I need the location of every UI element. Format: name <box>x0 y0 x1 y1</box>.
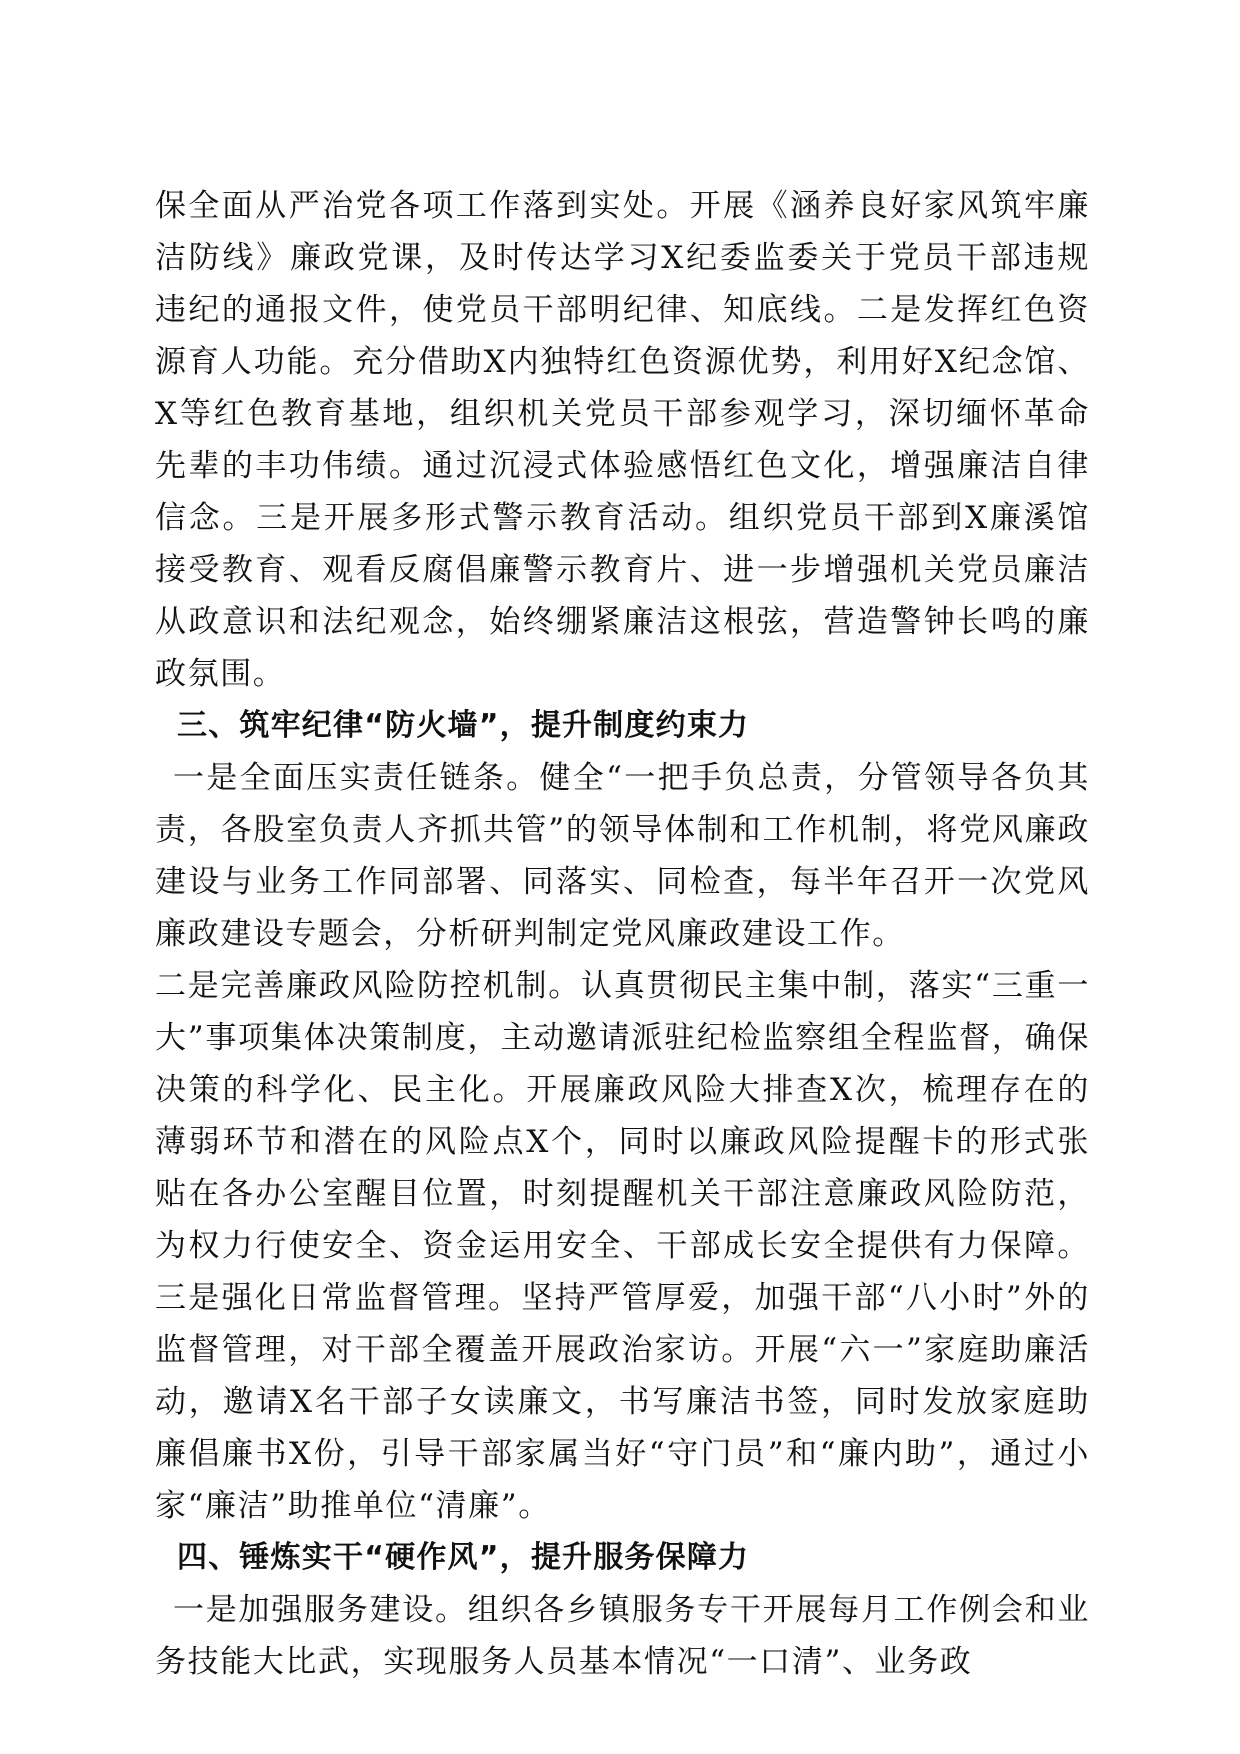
paragraph-continuation: 保全面从严治党各项工作落到实处。开展《涵养良好家风筑牢廉洁防线》廉政党课，及时传达学习X纪委监委关于党员干部违规违纪的通报文件，使党员干部明纪律、知底线。二是发挥红色资源育人功能。充分借助X内独特红色资源优势，利用好X纪念馆、X等红色教育基地，组织机关党员干部参观学习，深切缅怀革命先辈的丰功伟绩。通过沉浸式体验感悟红色文化，增强廉洁自律信念。三是开展多形式警示教育活动。组织党员干部到X廉溪馆接受教育、观看反腐倡廉警示教育片、进一步增强机关党员廉洁从政意识和法纪观念，始终绷紧廉洁这根弦，营造警钟长鸣的廉政氛围。 <box>155 188 1090 692</box>
section-heading-3: 三、筑牢纪律“防火墙”，提升制度约束力 <box>177 708 750 743</box>
paragraph-responsibility-chain: 一是全面压实责任链条。健全“一把手负总责，分管领导各负其责，各股室负责人齐抓共管”的领导体制和工作机制，将党风廉政建设与业务工作同部署、同落实、同检查，每半年召开一次党风廉政建设专题会，分析研判制定党风廉政建设工作。 <box>155 760 1090 952</box>
paragraph-service-building: 一是加强服务建设。组织各乡镇服务专干开展每月工作例会和业务技能大比武，实现服务人员基本情况“一口清”、业务政 <box>155 1592 1090 1680</box>
section-heading-4: 四、锤炼实干“硬作风”，提升服务保障力 <box>177 1540 750 1575</box>
document-body <box>155 180 1090 1688</box>
paragraph-risk-control: 二是完善廉政风险防控机制。认真贯彻民主集中制，落实“三重一大”事项集体决策制度，主动邀请派驻纪检监察组全程监督，确保决策的科学化、民主化。开展廉政风险大排查X次，梳理存在的薄弱环节和潜在的风险点X个，同时以廉政风险提醒卡的形式张贴在各办公室醒目位置，时刻提醒机关干部注意廉政风险防范，为权力行使安全、资金运用安全、干部成长安全提供有力保障。三是强化日常监督管理。坚持严管厚爱，加强干部“八小时”外的监督管理，对干部全覆盖开展政治家访。开展“六一”家庭助廉活动，邀请X名干部子女读廉文，书写廉洁书签，同时发放家庭助廉倡廉书X份，引导干部家属当好“守门员”和“廉内助”，通过小家“廉洁”助推单位“清廉”。 <box>155 968 1090 1524</box>
